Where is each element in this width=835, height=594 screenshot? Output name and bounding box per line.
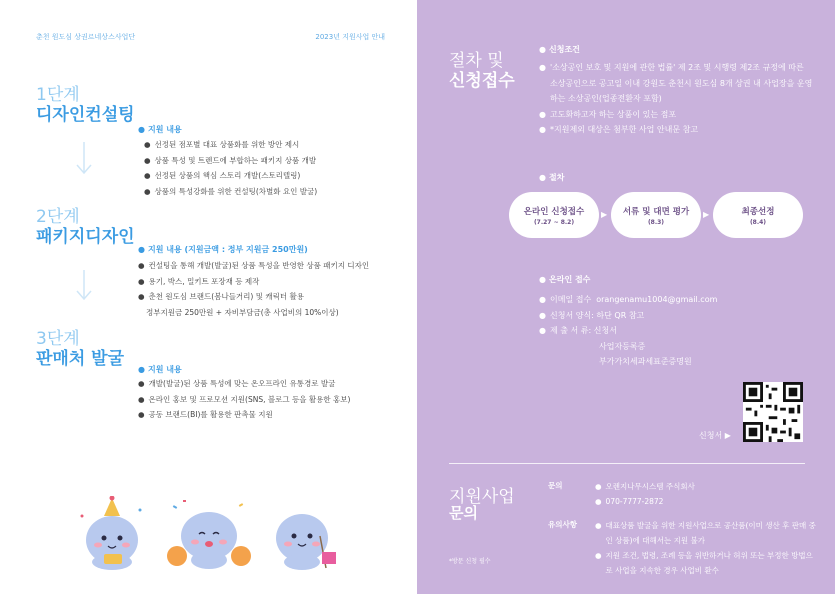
lightbulb-icon: ● xyxy=(539,45,546,54)
step2-list xyxy=(138,258,369,320)
list-item-extra: 정부지원금 250만원 + 자비부담금(총 사업비의 10%이상) xyxy=(146,307,339,317)
down-arrow-icon xyxy=(74,140,94,176)
list-item: ● 오렌지나무시스템 주식회사 xyxy=(595,482,695,491)
step1-subhead xyxy=(138,124,182,135)
list-item: ● 용기, 박스, 밀키트 포장재 등 제작 xyxy=(138,276,260,286)
inquiry-title-line1: 지원사업 xyxy=(449,487,515,507)
step2-title: 패키지디자인 xyxy=(36,227,135,247)
lightbulb-icon: ● xyxy=(539,275,546,284)
list-item: ● 제 출 서 류: 신청서 xyxy=(539,326,617,335)
procedure-step-final: 최종선정 (8.4) xyxy=(713,192,803,238)
play-arrow-icon: ▶ xyxy=(601,210,608,219)
step1-list xyxy=(144,137,317,199)
header-document: 2023년 지원사업 안내 xyxy=(315,33,385,41)
procedure-step-review: 서류 및 대면 평가 (8.3) xyxy=(611,192,701,238)
list-item: ● *지원제외 대상은 첨부한 사업 안내문 참고 xyxy=(539,125,699,134)
step3-title: 판매처 발굴 xyxy=(36,349,125,369)
list-item: ● 선정된 점포별 대표 상품화를 위한 방안 제시 xyxy=(144,140,300,149)
inquiry-title-line2: 문의 xyxy=(449,504,478,522)
phone-number[interactable]: 070-7777-2872 xyxy=(605,497,664,506)
procedure-title-line1: 절차 및 xyxy=(449,51,504,71)
lightbulb-icon: ● xyxy=(138,245,145,254)
step1-subhead-label: 지원 내용 xyxy=(147,125,182,134)
caution-list xyxy=(595,518,817,578)
right-panel xyxy=(417,0,835,594)
list-item: ● 온라인 홍보 및 프로모션 지원(SNS, 블로그 등을 활용한 홍보) xyxy=(138,394,351,404)
qr-label: 신청서 ▶ xyxy=(699,431,731,440)
step1-title: 디자인컨설팅 xyxy=(36,105,135,125)
list-item: 사업자등록증 xyxy=(599,341,646,351)
list-item: ● 이메일 접수 orangenamu1004@gmail.com xyxy=(539,292,814,308)
list-item: ● 개발(발굴)된 상품 특성에 맞는 온오프라인 유통경로 발굴 xyxy=(138,379,336,388)
step2-subhead xyxy=(138,244,308,255)
list-item: ● 대표상품 발굴을 위한 지원사업으로 공산품(이미 생산 후 판매 중인 상품)에 대해서는 지원 불가 xyxy=(595,521,816,545)
list-item: ● 상품 특성 및 트렌드에 부합하는 패키지 상품 개발 xyxy=(144,155,317,165)
contact-label: 문의 xyxy=(548,481,563,490)
email-address[interactable]: orangenamu1004@gmail.com xyxy=(596,295,718,304)
list-item: ● 신청서 양식: 하단 QR 참고 xyxy=(539,310,645,320)
step3-number: 3단계 xyxy=(36,329,80,349)
lightbulb-icon: ● xyxy=(138,365,145,374)
mascot-flag-icon xyxy=(276,514,336,570)
lightbulb-icon: ● xyxy=(138,125,145,134)
list-item: ● 상품의 특성강화를 위한 컨설팅(차별화 요인 발굴) xyxy=(144,186,318,196)
mascot-characters-illustration xyxy=(74,496,344,576)
list-item: 부가가치세과세표준증명원 xyxy=(599,357,692,366)
caution-label: 유의사항 xyxy=(548,520,577,529)
list-item: ● 고도화하고자 하는 상품이 있는 점포 xyxy=(539,109,677,119)
conditions-list xyxy=(539,60,814,138)
procedure-step-online: 온라인 신청접수 (7.27 ~ 8.2) xyxy=(509,192,599,238)
inquiry-note: *방문 신청 필수 xyxy=(449,558,491,565)
list-item: ● 선정된 상품의 핵심 스토리 개발(스토리텔링) xyxy=(144,171,301,180)
header-organization: 춘천 원도심 상권르네상스사업단 xyxy=(36,33,136,41)
play-arrow-icon: ▶ xyxy=(703,210,710,219)
step3-list xyxy=(138,376,350,423)
qr-code-icon[interactable] xyxy=(743,382,803,442)
list-item: ● '소상공인 보호 및 지원에 관한 법률' 제 2조 및 시행령 제2조 규정에 따른 소상공인으로 공고일 이내 강원도 춘천시 원도심 8개 상권 내 사업장을 운영하는 소상공인(업종전환자 포함) xyxy=(539,63,813,103)
list-item: ● 070-7777-2872 xyxy=(595,494,815,509)
mascot-cheer-icon xyxy=(167,500,251,569)
left-panel xyxy=(0,0,417,594)
divider xyxy=(449,463,805,464)
lightbulb-icon: ● xyxy=(539,173,546,182)
mascot-party-icon xyxy=(81,496,142,570)
list-item: ● 공동 브랜드(BI)를 활용한 판촉물 지원 xyxy=(138,410,273,419)
procedure-heading: ● 절차 xyxy=(539,173,565,182)
list-item: ● 지원 조건, 법령, 조례 등을 위반하거나 허위 또는 부정한 방법으로 사업을 지속한 경우 사업비 환수 xyxy=(595,551,813,575)
step2-number: 2단계 xyxy=(36,207,80,227)
online-list xyxy=(539,292,814,370)
list-item: ● 춘천 원도심 브랜드(봄나들거리) 및 캐릭터 활용 xyxy=(138,292,304,301)
step3-subhead xyxy=(138,364,182,375)
step1-number: 1단계 xyxy=(36,85,80,105)
down-arrow-icon xyxy=(74,268,94,302)
online-heading: ● 온라인 접수 xyxy=(539,275,591,284)
contact-list xyxy=(595,479,815,509)
list-item: ● 컨설팅을 통해 개발(발굴)된 상품 특성을 반영한 상품 패키지 디자인 xyxy=(138,261,370,270)
procedure-flow xyxy=(509,192,809,242)
conditions-heading: ● 신청조건 xyxy=(539,45,580,54)
procedure-title-line2: 신청접수 xyxy=(449,71,515,91)
step3-subhead-label: 지원 내용 xyxy=(147,365,182,374)
step2-subhead-label: 지원 내용 (지원금액 : 정부 지원금 250만원) xyxy=(147,245,308,254)
